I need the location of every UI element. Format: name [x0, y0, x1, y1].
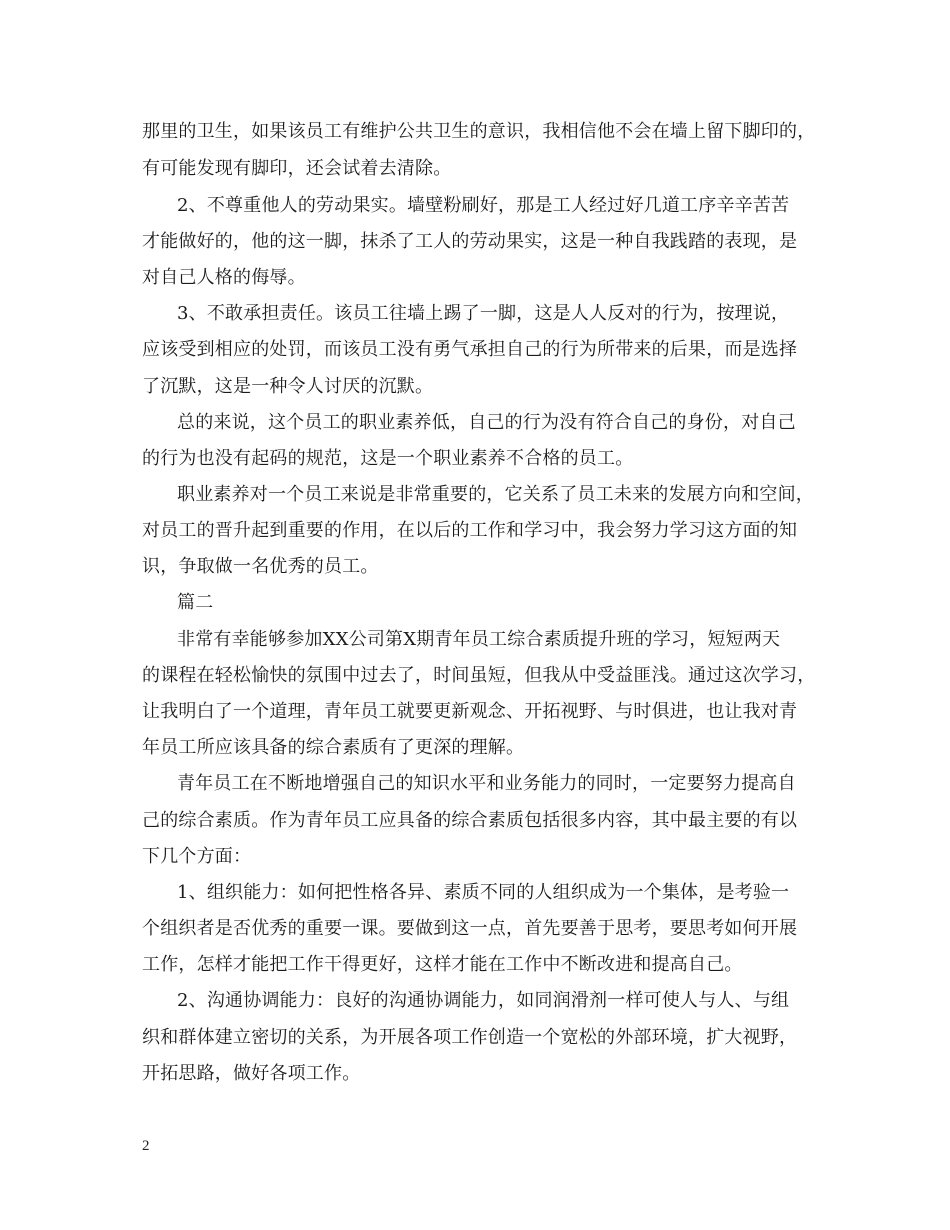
text-line: 青年员工在不断地增强自己的知识水平和业务能力的同时，一定要努力提高自 — [177, 773, 796, 794]
text-line: 3、不敢承担责任。该员工往墙上踢了一脚，这是人人反对的行为，按理说， — [177, 303, 790, 324]
text-line: 个组织者是否优秀的重要一课。要做到这一点，首先要善于思考，要思考如何开展 — [142, 918, 798, 939]
text-line: 的课程在轻松愉快的氛围中过去了，时间虽短，但我从中受益匪浅。通过这次学习， — [142, 665, 816, 686]
text-line: 织和群体建立密切的关系，为开展各项工作创造一个宽松的外部环境，扩大视野， — [142, 1027, 798, 1048]
text-line: 对自己人格的侮辱。 — [142, 267, 306, 288]
text-line: 对员工的晋升起到重要的作用，在以后的工作和学习中，我会努力学习这方面的知 — [142, 520, 798, 541]
text-line: 工作，怎样才能把工作干得更好，这样才能在工作中不断改进和提高自己。 — [142, 954, 743, 975]
text-line: 了沉默，这是一种令人讨厌的沉默。 — [142, 376, 434, 397]
text-line: 开拓思路，做好各项工作。 — [142, 1063, 361, 1084]
text-line: 那里的卫生，如果该员工有维护公共卫生的意识，我相信他不会在墙上留下脚印的， — [142, 121, 816, 142]
text-line: 2、不尊重他人的劳动果实。墙壁粉刷好，那是工人经过好几道工序辛辛苦苦 — [177, 195, 790, 216]
page-number: 2 — [142, 1138, 150, 1154]
text-line: 才能做好的，他的这一脚，抹杀了工人的劳动果实，这是一种自我践踏的表现，是 — [142, 231, 798, 252]
text-line: 下几个方面： — [142, 846, 252, 867]
text-line: 有可能发现有脚印，还会试着去清除。 — [142, 158, 452, 179]
text-line: 2、沟通协调能力：良好的沟通协调能力，如同润滑剂一样可使人与人、与组 — [177, 990, 790, 1011]
section-heading: 篇二 — [177, 592, 214, 613]
text-line: 己的综合素质。作为青年员工应具备的综合素质包括很多内容，其中最主要的有以 — [142, 810, 798, 831]
text-line: 非常有幸能够参加XX公司第X期青年员工综合素质提升班的学习，短短两天 — [177, 629, 781, 650]
text-line: 职业素养对一个员工来说是非常重要的，它关系了员工未来的发展方向和空间， — [177, 484, 814, 505]
text-line: 总的来说，这个员工的职业素养低，自己的行为没有符合自己的身份，对自己 — [177, 412, 796, 433]
text-line: 识，争取做一名优秀的员工。 — [142, 556, 379, 577]
text-line: 应该受到相应的处罚，而该员工没有勇气承担自己的行为所带来的后果，而是选择 — [142, 339, 798, 360]
text-line: 1、组织能力：如何把性格各异、素质不同的人组织成为一个集体，是考验一 — [177, 882, 790, 903]
text-line: 年员工所应该具备的综合素质有了更深的理解。 — [142, 737, 525, 758]
text-line: 的行为也没有起码的规范，这是一个职业素养不合格的员工。 — [142, 448, 634, 469]
text-line: 让我明白了一个道理，青年员工就要更新观念、开拓视野、与时俱进，也让我对青 — [142, 701, 798, 722]
